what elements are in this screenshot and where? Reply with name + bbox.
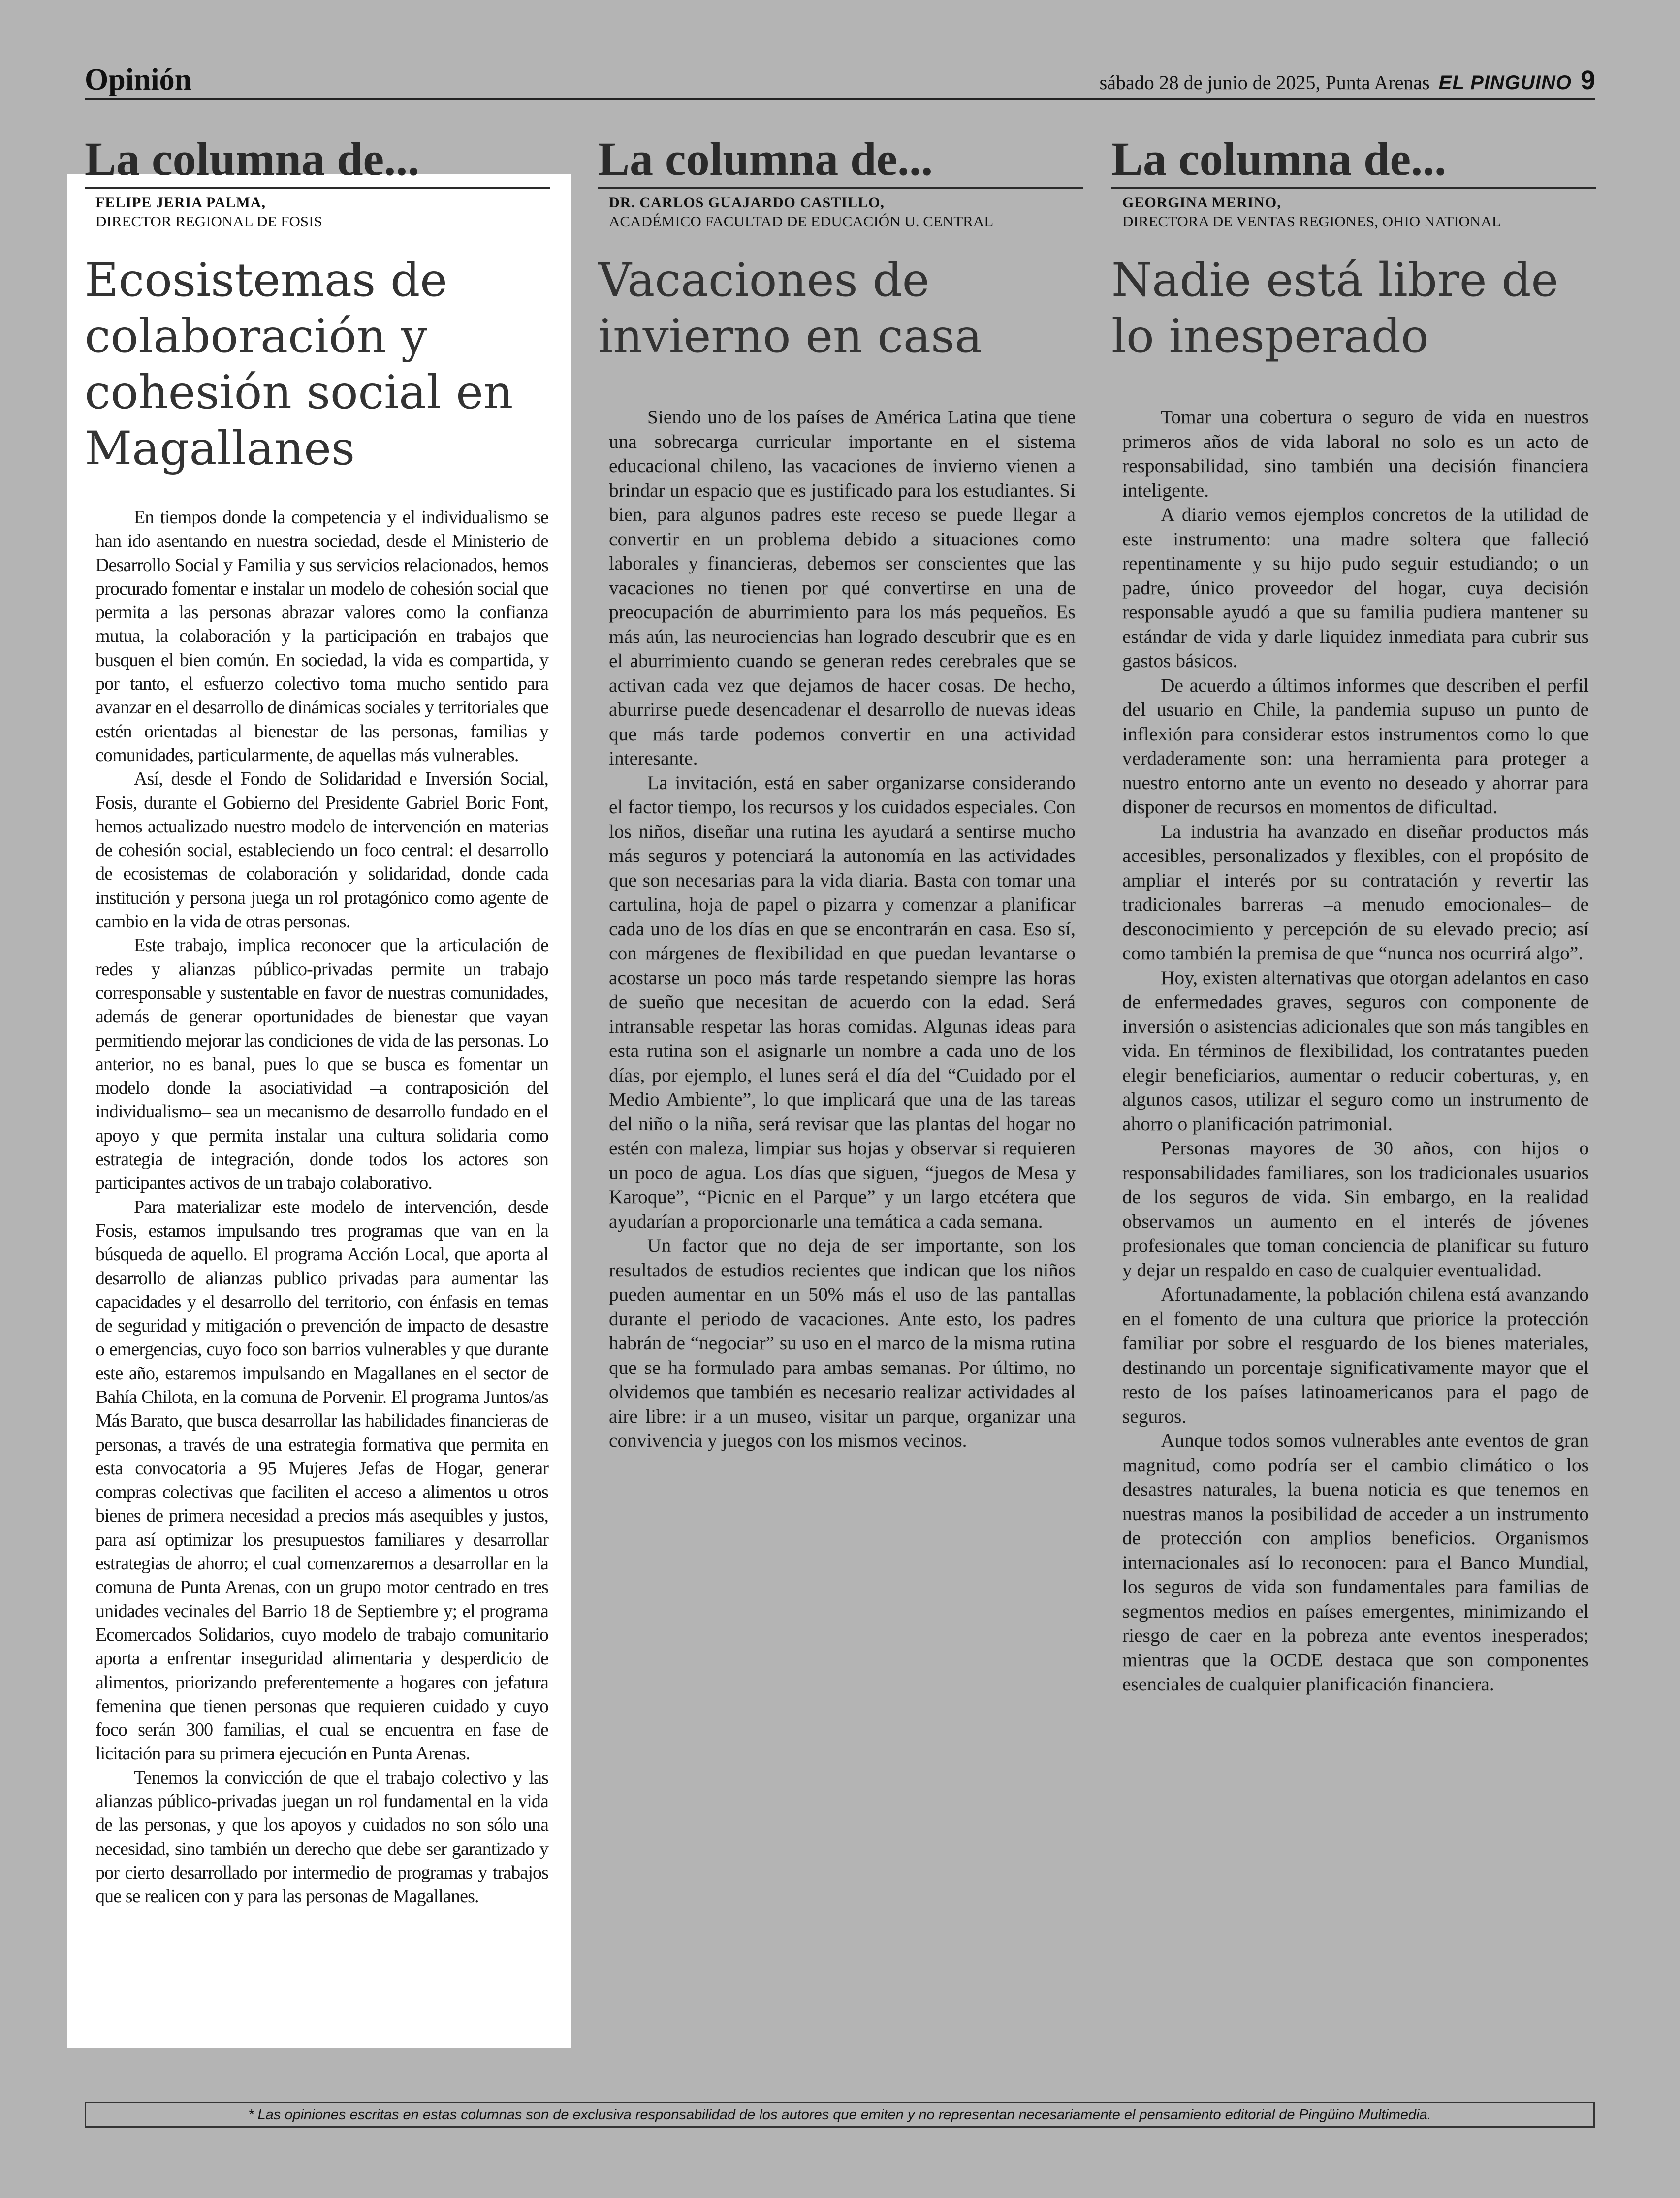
paragraph: La industria ha avanzado en diseñar productos más accesibles, personalizados y flexibles, con el propósito de ampliar el interés por su contratación y revertir las tradicionales barreras –a menudo emocionales– de desconocimiento y percepción de su elevado precio; así como también la premisa de que “nunca nos ocurrirá algo”. xyxy=(1122,820,1589,964)
paragraph: Aunque todos somos vulnerables ante eventos de gran magnitud, como podría ser el cambio climático o los desastres naturales, la buena noticia es que tenemos en nuestras manos la posibilidad de acceder a un instrumento de protección con amplios beneficios. Organismos internacionales así lo reconocen: para el Banco Mundial, los seguros de vida son fundamentales para familias de segmentos medios en países emergentes, minimizando el riesgo de caer en la pobreza ante eventos inesperados; mientras que la OCDE destaca que son componentes esenciales de cualquier planificación financiera. xyxy=(1122,1430,1589,1695)
column-author: FELIPE JERIA PALMA, xyxy=(95,194,266,211)
paragraph: Siendo uno de los países de América Latina que tiene una sobrecarga curricular importante en el sistema educacional chileno, las vacaciones de invierno vienen a brindar un espacio que es justificado para los estudiantes. Si bien, para algunos padres este receso se puede llegar a convertir en un problema debido a situaciones como laborales y financieras, debemos ser conscientes que las vacaciones no tienen por qué convertirse en una de preocupación de aburrimiento para los más pequeños. Es más aún, las neurociencias han logrado descubrir que es en el aburrimiento cuando se generan redes cerebrales que se activan cada vez que dejamos de hacer cosas. De hecho, aburrirse puede desencadenar el desarrollo de nuevas ideas que más tarde podemos convertir en una actividad interesante. xyxy=(609,406,1076,769)
column-headline: Nadie está libre de lo inesperado xyxy=(1111,254,1559,363)
column-author: GEORGINA MERINO, xyxy=(1122,194,1281,211)
paragraph: En tiempos donde la competencia y el individualismo se han ido asentando en nuestra sociedad, desde el Ministerio de Desarrollo Social y Familia y sus servicios relacionados, hemos procurado fomentar e instalar un modelo de cohesión social que permita a las personas abrazar valores como la confianza mutua, la colaboración y la participación en trabajos que busquen el bien común. En sociedad, la vida es compartida, y por tanto, el esfuerzo colectivo toma mucho sentido para avanzar en el desarrollo de dinámicas sociales y territoriales que estén orientadas al bienestar de las personas, familias y comunidades, particularmente, de aquellas más vulnerables. xyxy=(95,507,548,765)
column-author-role: DIRECTORA DE VENTAS REGIONES, OHIO NATIONAL xyxy=(1122,213,1501,230)
disclaimer-footer: * Las opiniones escritas en estas columnas son de exclusiva responsabilidad de los autores que emiten y no representan necesariamente el pensamiento editorial de Pingüino Multimedia. xyxy=(85,2102,1595,2128)
column-1 xyxy=(85,133,550,1909)
column-body xyxy=(1122,405,1589,1697)
section-label: Opinión xyxy=(85,63,192,96)
column-headline: Vacaciones de invierno en casa xyxy=(598,254,983,363)
paragraph: De acuerdo a últimos informes que describen el perfil del usuario en Chile, la pandemia supuso un punto de inflexión para considerar estos instrumentos como lo que verdaderamente son: una herramienta para proteger a nuestro entorno ante un evento no deseado y ahorrar para disponer de recursos en momentos de dificultad. xyxy=(1122,674,1589,818)
newspaper-logo: EL PINGUINO xyxy=(1438,72,1572,94)
column-author-role: DIRECTOR REGIONAL DE FOSIS xyxy=(95,213,322,230)
paragraph: Tomar una cobertura o seguro de vida en nuestros primeros años de vida laboral no solo es un acto de responsabilidad, sino también una decisión financiera inteligente. xyxy=(1122,406,1589,501)
paragraph: A diario vemos ejemplos concretos de la utilidad de este instrumento: una madre soltera que falleció repentinamente y su hijo pudo seguir estudiando; o un padre, único proveedor del hogar, cuya decisión responsable ayudó a que su familia pudiera mantener su estándar de vida y darle liquidez inmediata para cubrir sus gastos básicos. xyxy=(1122,504,1589,671)
paragraph: Este trabajo, implica reconocer que la articulación de redes y alianzas público-privadas permite un trabajo corresponsable y sustentable en favor de nuestras comunidades, además de generar oportunidades de bienestar que vayan permitiendo mejorar las condiciones de vida de las personas. Lo anterior, no es banal, pues lo que se busca es fomentar un modelo donde la asociatividad –a contraposición del individualismo– sea un mecanismo de desarrollo fundado en el apoyo y que permita instalar una cultura solidaria como estrategia de integración, donde todos los actores son participantes activos de un trabajo colaborativo. xyxy=(95,935,548,1194)
publication-date: sábado 28 de junio de 2025, Punta Arenas xyxy=(1099,71,1430,94)
column-kicker: La columna de... xyxy=(1111,133,1596,189)
paragraph: Para materializar este modelo de intervención, desde Fosis, estamos impulsando tres programas que van en la búsqueda de aquello. El programa Acción Local, que aporta al desarrollo de alianzas publico privadas para aumentar las capacidades y el desarrollo del territorio, con énfasis en temas de seguridad y mitigación o prevención de impacto de desastre o emergencias, cuyo foco son barrios vulnerables y que durante este año, estaremos impulsando en Magallanes en el sector de Bahía Chilota, en la comuna de Porvenir. El programa Juntos/as Más Barato, que busca desarrollar las habilidades financieras de personas, a través de una estrategia formativa que permita en esta convocatoria a 95 Mujeres Jefas de Hogar, generar compras colectivas que faciliten el acceso a alimentos u otros bienes de primera necesidad a precios más asequibles y justos, para así optimizar los presupuestos familiares y desarrollar estrategias de ahorro; el cual comenzaremos a desarrollar en la comuna de Punta Arenas, con un grupo motor centrado en tres unidades vecinales del Barrio 18 de Septiembre y; el programa Ecomercados Solidarios, cuyo modelo de trabajo comunitario aporta a enfrentar inseguridad alimentaria y desperdicio de alimentos, priorizando preferentemente a hogares con jefatura femenina que tienen personas que requieren cuidado y cuyo foco serán 300 familias, el cual se encuentra en fase de licitación para su primera ejecución en Punta Arenas. xyxy=(95,1196,548,1764)
column-2 xyxy=(598,133,1083,1453)
paragraph: La invitación, está en saber organizarse considerando el factor tiempo, los recursos y los cuidados especiales. Con los niños, diseñar una rutina les ayudará a sentirse mucho más seguros y potenciará la autonomía en las actividades que son necesarias para la vida diaria. Basta con tomar una cartulina, hoja de papel o pizarra y comenzar a planificar cada uno de los días en que se encontrarán en casa. Eso sí, con márgenes de flexibilidad en que puedan levantarse o acostarse un poco más tarde respetando siempre las horas de sueño que necesitan de acuerdo con la edad. Será intransable respetar las horas comidas. Algunas ideas para esta rutina son el asignarle un nombre a cada uno de los días, por ejemplo, el lunes será el día del “Cuidado por el Medio Ambiente”, lo que implicará que una de las tareas del niño o la niña, será revisar que las plantas del hogar no estén con maleza, limpiar sus hojas y observar si requieren un poco de agua. Los días que siguen, “juegos de Mesa y Karoque”, “Picnic en el Parque” y un largo etcétera que ayudarían a proporcionarle una temática a cada semana. xyxy=(609,771,1076,1232)
column-body xyxy=(95,506,548,1909)
column-body xyxy=(609,405,1076,1453)
column-kicker: La columna de... xyxy=(598,133,1083,189)
paragraph: Personas mayores de 30 años, con hijos o responsabilidades familiares, son los tradicionales usuarios de los seguros de vida. Sin embargo, en la realidad observamos un aumento en el interés de jóvenes profesionales que toman conciencia de planificar su futuro y dejar un respaldo en caso de cualquier eventualidad. xyxy=(1122,1137,1589,1281)
paragraph: Un factor que no deja de ser importante, son los resultados de estudios recientes que indican que los niños pueden aumentar en un 50% más el uso de las pantallas durante el periodo de vacaciones. Ante esto, los padres habrán de “negociar” su uso en el marco de la misma rutina que se ha formulado para ambas semanas. Por último, no olvidemos que también es necesario realizar actividades al aire libre: ir a un museo, visitar un parque, organizar una convivencia y juegos con los mismos vecinos. xyxy=(609,1235,1076,1451)
column-3 xyxy=(1111,133,1596,1697)
page-number: 9 xyxy=(1580,65,1595,95)
column-author-role: ACADÉMICO FACULTAD DE EDUCACIÓN U. CENTRAL xyxy=(609,213,994,230)
paragraph: Tenemos la convicción de que el trabajo colectivo y las alianzas público-privadas juegan un rol fundamental en la vida de las personas, y que los apoyos y cuidados no son sólo una necesidad, sino también un derecho que debe ser garantizado y por cierto desarrollado por intermedio de programas y trabajos que se realicen con y para las personas de Magallanes. xyxy=(95,1767,548,1907)
column-headline: Ecosistemas de colaboración y cohesión social en Magallanes xyxy=(85,254,513,476)
column-author: DR. CARLOS GUAJARDO CASTILLO, xyxy=(609,194,885,211)
paragraph: Hoy, existen alternativas que otorgan adelantos en caso de enfermedades graves, seguros con componente de inversión o asistencias adicionales que son más tangibles en vida. En términos de flexibilidad, los contratantes pueden elegir beneficiarios, aumentar o reducir coberturas, y, en algunos casos, utilizar el seguro como un instrumento de ahorro o planificación patrimonial. xyxy=(1122,966,1589,1135)
paragraph: Afortunadamente, la población chilena está avanzando en el fomento de una cultura que priorice la protección familiar por sobre el resguardo de los bienes materiales, destinando un porcentaje significativamente mayor que el resto de los países latinoamericanos para el pago de seguros. xyxy=(1122,1283,1589,1427)
paragraph: Así, desde el Fondo de Solidaridad e Inversión Social, Fosis, durante el Gobierno del Presidente Gabriel Boric Font, hemos actualizado nuestro modelo de intervención en materias de cohesión social, estableciendo un foco central: el desarrollo de ecosistemas de colaboración y solidaridad, donde cada institución y persona juega un rol protagónico como agente de cambio en la vida de otras personas. xyxy=(95,768,548,932)
dateline xyxy=(1100,65,1595,96)
page-header xyxy=(85,58,1595,100)
column-kicker: La columna de... xyxy=(85,133,550,189)
